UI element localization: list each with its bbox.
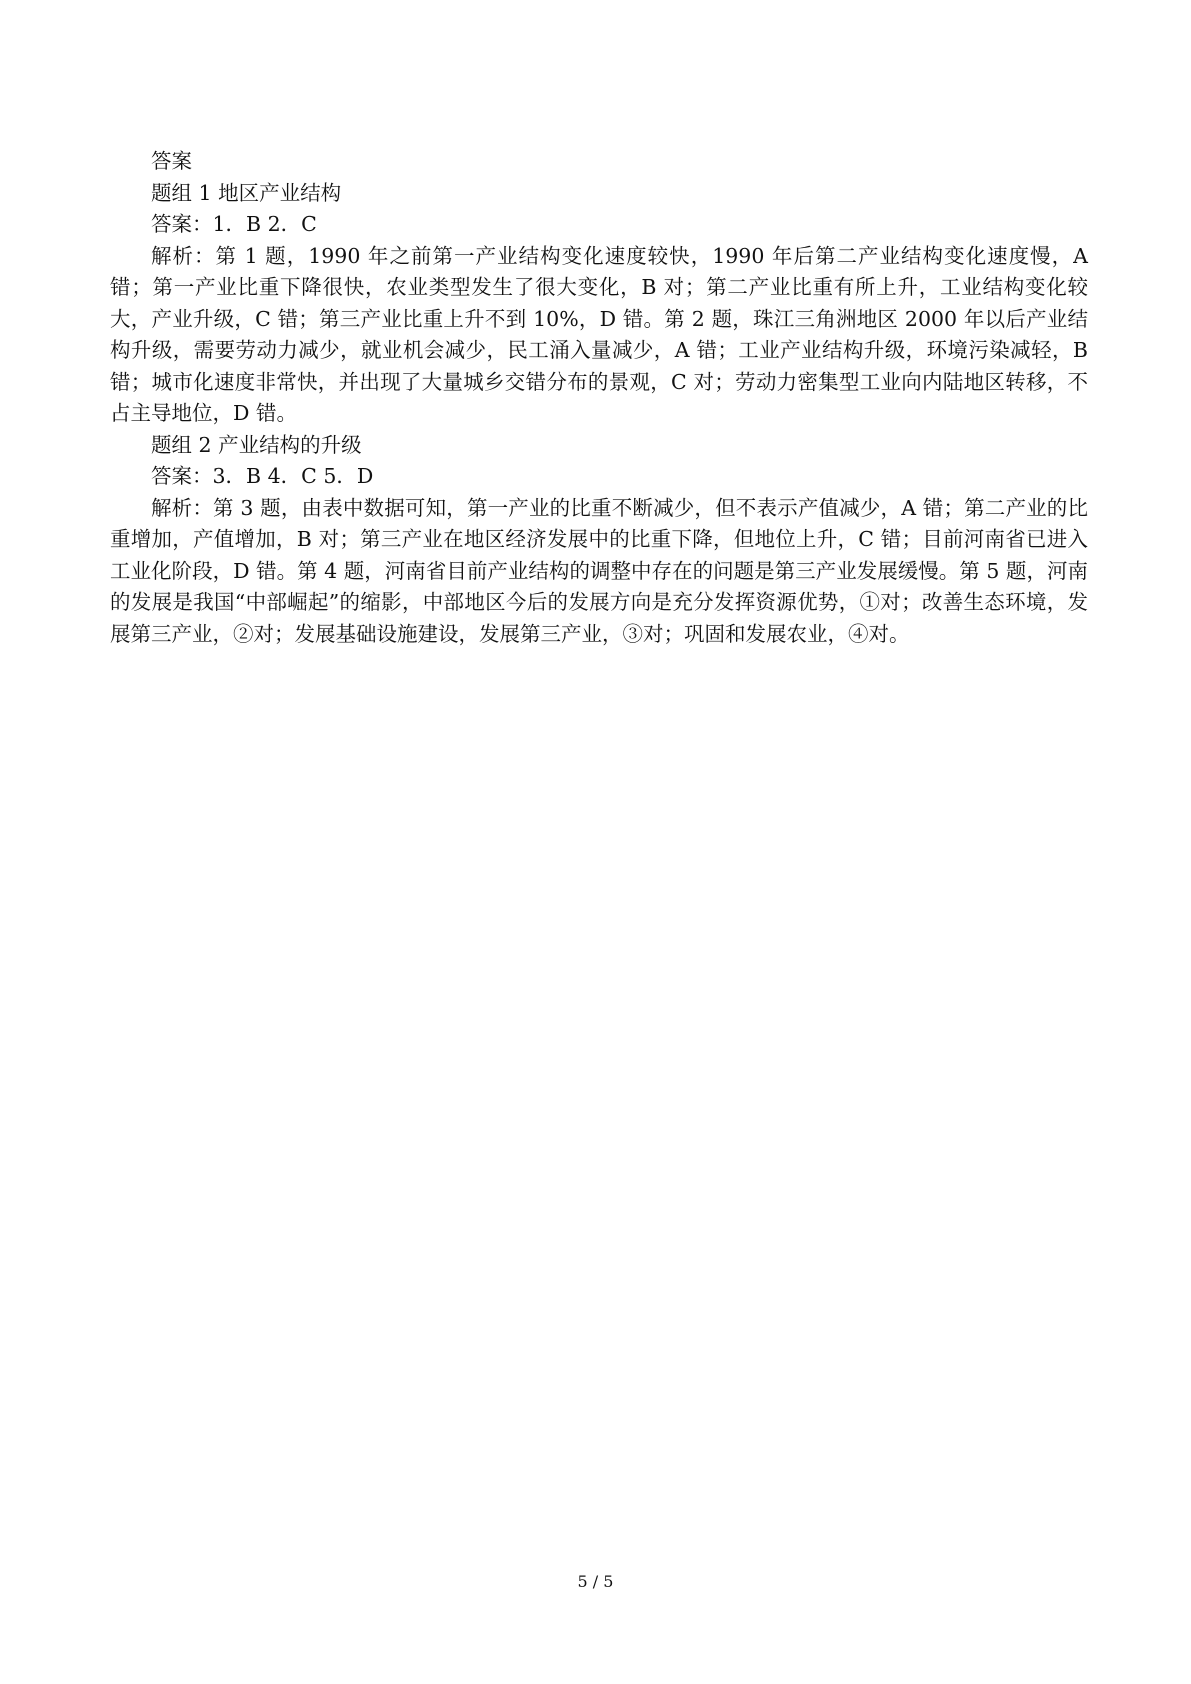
group2-title: 题组 2 产业结构的升级 [151,432,362,457]
group2-analysis: 解析：第 3 题，由表中数据可知，第一产业的比重不断减少，但不表示产值减少，A 错；第二产业的比重增加，产值增加，B 对；第三产业在地区经济发展中的比重下降，但地位上升，C 错；目前河南省已进入工业化阶段，D 错。第 4 题，河南省目前产业结构的调整中存在的问题是第三产业发展缓慢。第 5 题，河南的发展是我国“中部崛起”的缩影，中部地区今后的发展方向是充分发挥资源优势，①对；改善生态环境，发展第三产业，②对；发展基础设施建设，发展第三产业，③对；巩固和发展农业，④对。 [110,495,1088,646]
group1-answers: 答案：1．B 2．C [151,212,317,236]
document-body [110,146,1088,650]
group1-title: 题组 1 地区产业结构 [151,180,342,205]
group1-analysis: 解析：第 1 题，1990 年之前第一产业结构变化速度较快，1990 年后第二产业结构变化速度慢，A 错；第一产业比重下降很快，农业类型发生了很大变化，B 对；第二产业比重有所上升，工业结构变化较大，产业升级，C 错；第三产业比重上升不到 10%，D 错。第 2 题，珠江三角洲地区 2000 年以后产业结构升级，需要劳动力减少，就业机会减少，民工涌入量减少，A 错；工业产业结构升级，环境污染减轻，B 错；城市化速度非常快，并出现了大量城乡交错分布的景观，C 对；劳动力密集型工业向内陆地区转移，不占主导地位，D 错。 [110,243,1088,425]
answers-heading: 答案 [151,149,192,173]
page-number: 5 / 5 [577,1572,614,1591]
group2-answers: 答案：3．B 4．C 5．D [151,464,374,488]
